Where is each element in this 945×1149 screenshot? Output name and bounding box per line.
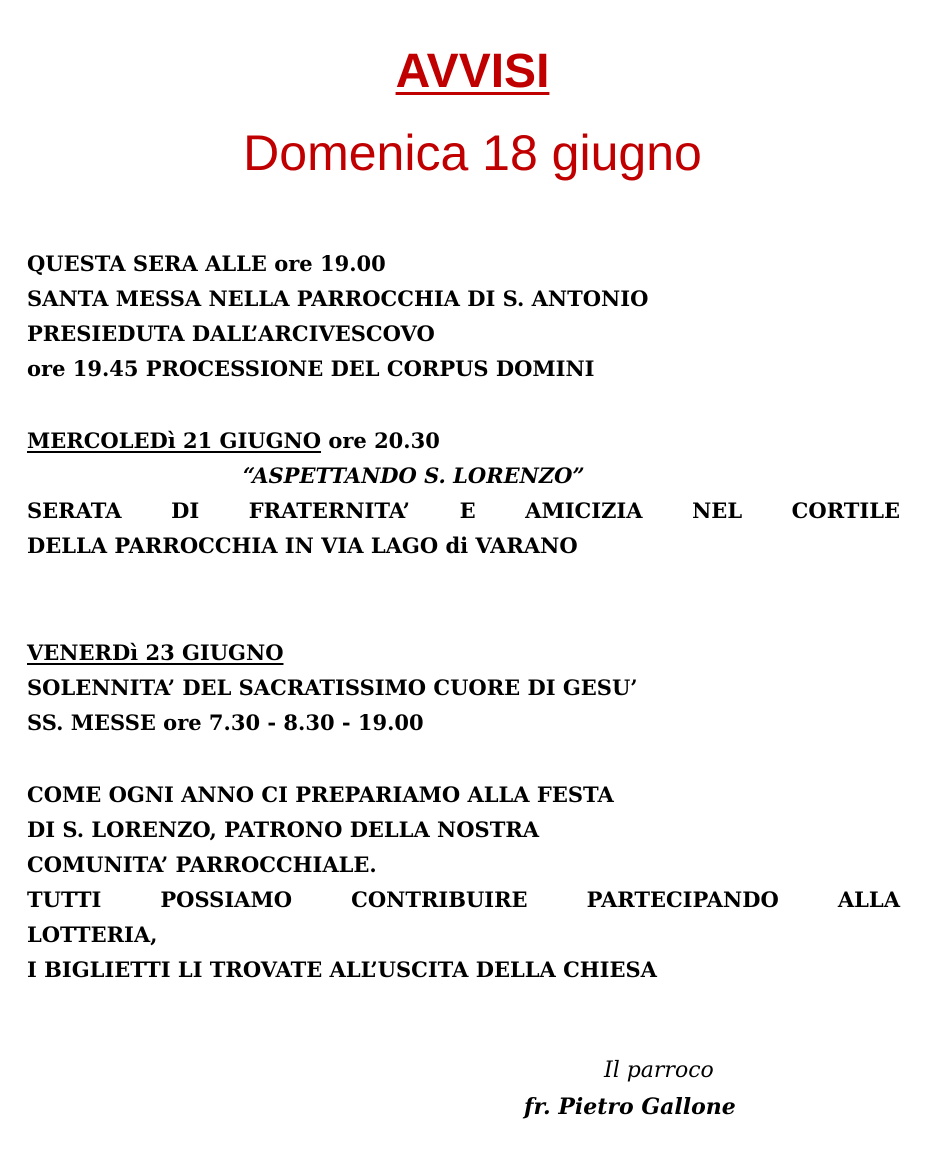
notice-line: SERATA DI FRATERNITA’ E AMICIZIA NEL CORTILE bbox=[27, 498, 900, 523]
notice-line: DELLA PARROCCHIA IN VIA LAGO di VARANO bbox=[27, 533, 578, 558]
notice-block-friday bbox=[27, 635, 900, 740]
notice-block-sunday bbox=[27, 246, 900, 386]
notice-block-lottery bbox=[27, 777, 900, 987]
title-text: AVVISI bbox=[395, 45, 550, 98]
page-title bbox=[0, 42, 945, 102]
notice-line: SS. MESSE ore 7.30 - 8.30 - 19.00 bbox=[27, 710, 424, 735]
notice-line: SOLENNITA’ DEL SACRATISSIMO CUORE DI GESU’ bbox=[27, 675, 638, 700]
notice-line: COME OGNI ANNO CI PREPARIAMO ALLA FESTA bbox=[27, 782, 614, 807]
notice-date: VENERDì 23 GIUGNO bbox=[27, 640, 284, 665]
notice-date: MERCOLEDì 21 GIUGNO bbox=[27, 428, 322, 453]
page-subtitle: Domenica 18 giugno bbox=[243, 125, 702, 181]
notice-line: QUESTA SERA ALLE ore 19.00 bbox=[27, 251, 386, 276]
signature-name: fr. Pietro Gallone bbox=[524, 1094, 736, 1120]
notice-block-wednesday bbox=[27, 423, 900, 563]
notice-date-line bbox=[27, 635, 900, 670]
notice-line: DI S. LORENZO, PATRONO DELLA NOSTRA bbox=[27, 817, 540, 842]
notice-line: PRESIEDUTA DALL’ARCIVESCOVO bbox=[27, 321, 435, 346]
notice-line: ore 19.45 PROCESSIONE DEL CORPUS DOMINI bbox=[27, 356, 595, 381]
notice-line: SANTA MESSA NELLA PARROCCHIA DI S. ANTONIO bbox=[27, 286, 649, 311]
notice-line: TUTTI POSSIAMO CONTRIBUIRE PARTECIPANDO ALLA bbox=[27, 887, 900, 912]
notice-date-line bbox=[27, 423, 900, 458]
notice-time: ore 20.30 bbox=[321, 428, 440, 453]
notice-line: I BIGLIETTI LI TROVATE ALL’USCITA DELLA CHIESA bbox=[27, 957, 657, 982]
notice-line: COMUNITA’ PARROCCHIALE. bbox=[27, 852, 377, 877]
event-title: “ASPETTANDO S. LORENZO” bbox=[243, 463, 585, 488]
signature-title: Il parroco bbox=[604, 1058, 714, 1083]
notice-line: LOTTERIA, bbox=[27, 922, 158, 947]
